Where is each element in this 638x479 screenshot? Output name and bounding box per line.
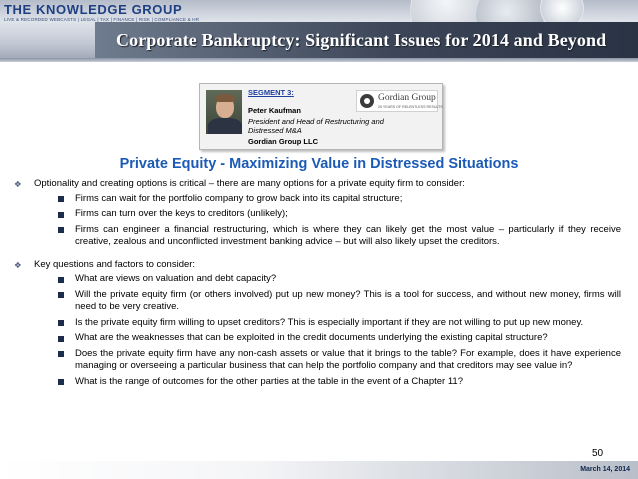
list-item bbox=[58, 289, 621, 314]
company-logo-subtitle: LIVE & RECORDED WEBCASTS | LEGAL | TAX | FINANCE | RISK | COMPLIANCE & HR bbox=[4, 17, 200, 22]
speaker-firm: Gordian Group LLC bbox=[248, 137, 318, 146]
list-item-text: Will the private equity firm (or others involved) put up new money? This is a tool for success, and without new money, firms will need to be very creative. bbox=[75, 288, 621, 312]
diamond-bullet-icon: ❖ bbox=[14, 179, 22, 189]
list-item bbox=[58, 224, 621, 249]
page-number: 50 bbox=[592, 448, 604, 459]
square-bullet-icon bbox=[58, 320, 64, 326]
section-text: Key questions and factors to consider: bbox=[34, 258, 196, 270]
list-item-text: Firms can turn over the keys to creditors (unlikely); bbox=[75, 208, 288, 219]
list-item bbox=[58, 332, 621, 345]
list-item bbox=[58, 208, 621, 221]
list-item bbox=[58, 193, 621, 206]
segment-label: SEGMENT 3: bbox=[248, 88, 294, 97]
company-logo-title: THE KNOWLEDGE GROUP bbox=[4, 2, 183, 17]
banner-divider bbox=[0, 58, 638, 62]
bullet-list bbox=[14, 193, 626, 249]
square-bullet-icon bbox=[58, 379, 64, 385]
list-item-text: Is the private equity firm willing to upset creditors? This is especially important if they are not willing to put up new money. bbox=[75, 316, 584, 328]
square-bullet-icon bbox=[58, 212, 64, 218]
photo-hair bbox=[215, 94, 235, 102]
firm-logo-icon bbox=[360, 94, 374, 108]
square-bullet-icon bbox=[58, 277, 64, 283]
firm-logo-text: Gordian Group bbox=[378, 93, 436, 103]
speaker-card bbox=[199, 83, 443, 150]
list-item-text: Firms can wait for the portfolio company to grow back into its capital structure; bbox=[75, 192, 403, 204]
list-item-text: What are the weaknesses that can be exploited in the credit documents underlying the existing capital structure? bbox=[75, 332, 548, 343]
square-bullet-icon bbox=[58, 351, 64, 357]
list-item bbox=[58, 273, 621, 286]
list-item-text: What is the range of outcomes for the other parties at the table in the event of a Chapter 11? bbox=[75, 375, 463, 387]
list-item bbox=[58, 348, 621, 373]
square-bullet-icon bbox=[58, 227, 64, 233]
firm-logo-tagline: 25 YEARS OF RELENTLESS RESULTS bbox=[378, 105, 443, 109]
square-bullet-icon bbox=[58, 292, 64, 298]
slide-heading: Private Equity - Maximizing Value in Distressed Situations bbox=[119, 156, 519, 172]
footer-date: March 14, 2014 bbox=[580, 466, 630, 473]
slide-content bbox=[14, 178, 626, 391]
list-item-text: What are views on valuation and debt capacity? bbox=[75, 273, 277, 284]
section-item bbox=[14, 259, 626, 272]
speaker-role: President and Head of Restructuring and Distressed M&A bbox=[248, 117, 384, 135]
photo-shirt bbox=[208, 118, 242, 134]
bullet-list bbox=[14, 273, 626, 388]
square-bullet-icon bbox=[58, 336, 64, 342]
firm-logo bbox=[356, 90, 443, 112]
list-item bbox=[58, 317, 621, 330]
list-item-text: Does the private equity firm have any non-cash assets or value that it brings to the table? For example, does it have experience managing or overseeing a particular business that can help the portfolio company and that creditors may see value in? bbox=[75, 347, 621, 371]
section-item bbox=[14, 178, 626, 191]
footer-bar bbox=[0, 461, 638, 479]
section-text: Optionality and creating options is critical – there are many options for a private equity firm to consider: bbox=[34, 178, 465, 189]
square-bullet-icon bbox=[58, 196, 64, 202]
diamond-bullet-icon: ❖ bbox=[14, 259, 22, 270]
list-item-text: Firms can engineer a financial restructuring, which is where they can likely get the most value – particularly if they receive creative, zealous and unconflicted investment banking advice – but will also likely upset the creditors. bbox=[75, 223, 621, 247]
list-item bbox=[58, 376, 621, 389]
presentation-title: Corporate Bankruptcy: Significant Issues for 2014 and Beyond bbox=[116, 30, 607, 50]
header-banner bbox=[0, 0, 638, 62]
speaker-photo bbox=[206, 90, 242, 134]
speaker-name: Peter Kaufman bbox=[248, 106, 301, 115]
